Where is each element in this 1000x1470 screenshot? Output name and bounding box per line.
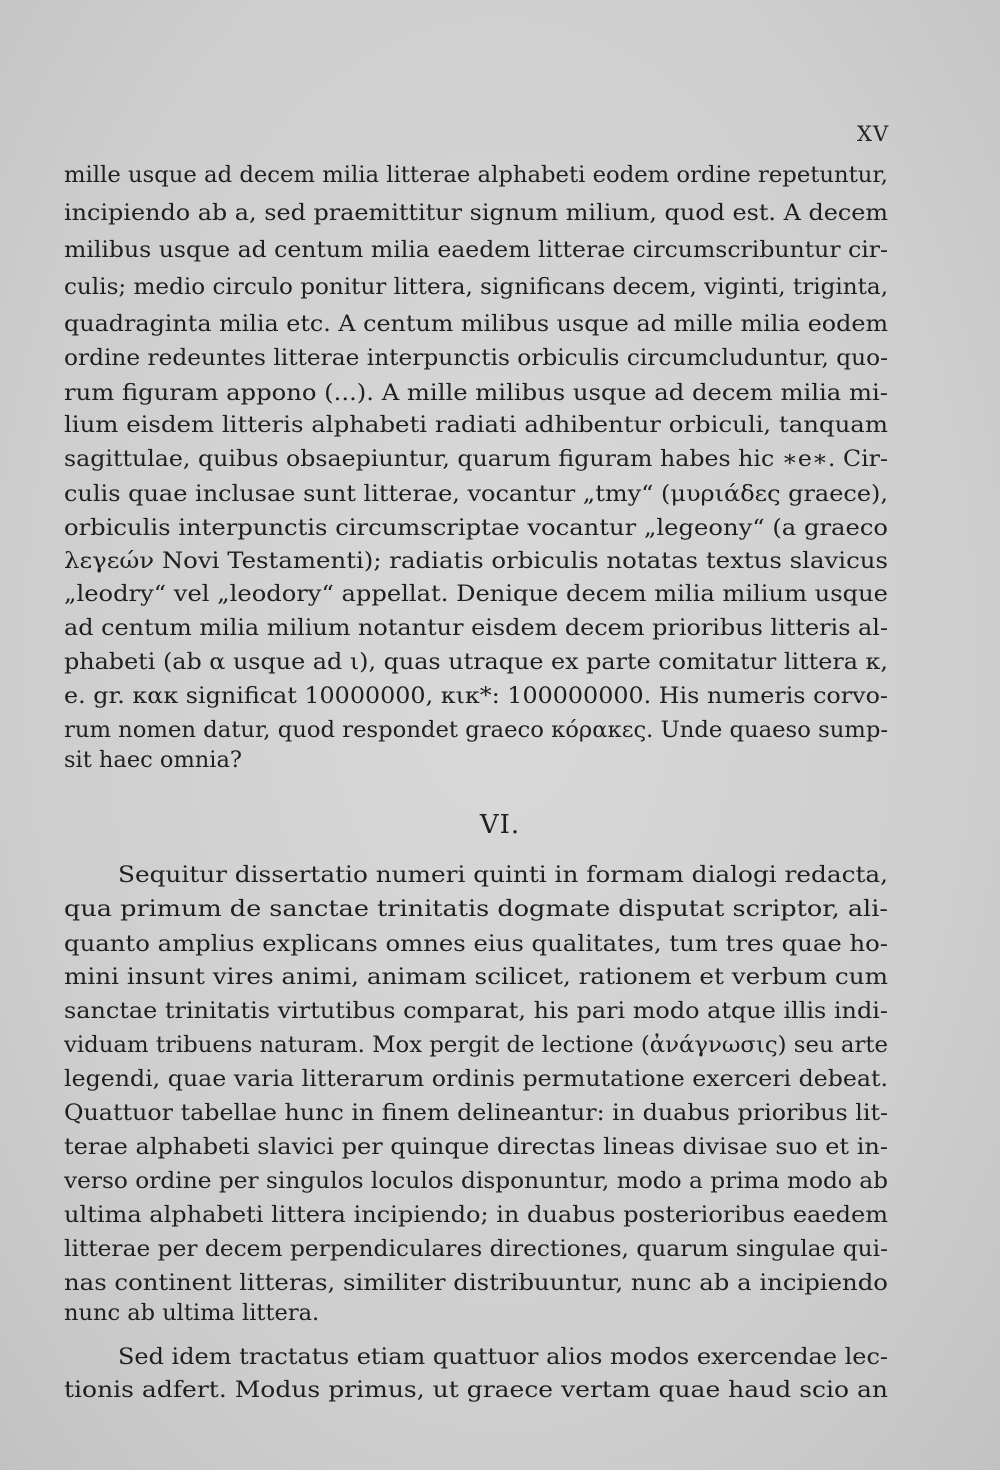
text-line (64, 613, 1000, 643)
text-line-content: viduam tribuens naturam. Mox pergit de lectione (ἀνάγνωσις) seu arte (64, 1032, 889, 1058)
text-line (64, 647, 1000, 677)
text-line-content: lium eisdem litteris alphabeti radiati adhibentur orbiculi, tanquam (64, 412, 888, 438)
text-line-content: phabeti (ab α usque ad ι), quas utraque ex parte comitatur littera κ, (64, 649, 888, 675)
text-line-content: quanto amplius explicans omnes eius qualitates, tum tres quae ho- (64, 931, 889, 957)
text-line-content: sit haec omnia? (64, 747, 242, 773)
text-line (64, 715, 1000, 745)
text-line (64, 579, 1000, 609)
text-line-content: legendi, quae varia litterarum ordinis permutatione exerceri debeat. (64, 1066, 889, 1092)
text-line (64, 962, 1000, 992)
text-line-content: incipiendo ab a, sed praemittitur signum milium, quod est. A decem (64, 200, 889, 226)
text-line-content: Sequitur dissertatio numeri quinti in formam dialogi redacta, (118, 862, 888, 888)
text-line-content: rum nomen datur, quod respondet graeco κόρακες. Unde quaeso sump- (64, 717, 889, 743)
text-line (64, 929, 1000, 959)
text-line (64, 1200, 1000, 1230)
text-line-content: culis quae inclusae sunt litterae, vocantur „tmy“ (μυριάδες graece), (64, 481, 889, 507)
text-line (64, 410, 1000, 440)
text-line (64, 681, 1000, 711)
text-line (64, 996, 1000, 1026)
text-line-content: „leodry“ vel „leodory“ appellat. Denique decem milia milium usque (64, 581, 888, 607)
text-line (64, 378, 1000, 408)
text-line (64, 1234, 1000, 1264)
text-line-content: e. gr. κακ significat 10000000, κικ*: 100000000. His numeris corvo- (64, 683, 888, 709)
text-line-content: mini insunt vires animi, animam scilicet, rationem et verbum cum (64, 964, 888, 990)
text-line (64, 1268, 1000, 1298)
text-line-content: verso ordine per singulos loculos disponuntur, modo a prima modo ab (64, 1168, 888, 1194)
text-line-content: Quattuor tabellae hunc in finem delineantur: in duabus prioribus lit- (64, 1100, 889, 1126)
text-line (64, 745, 1000, 775)
text-line (64, 479, 1000, 509)
text-line (64, 1098, 1000, 1128)
text-line-content: ad centum milia milium notantur eisdem decem prioribus litteris al- (64, 615, 889, 641)
text-line-content: ordine redeuntes litterae interpunctis orbiculis circumcluduntur, quo- (64, 345, 888, 371)
text-line-content: rum figuram appono (...). A mille milibus usque ad decem milia mi- (64, 380, 888, 406)
text-line-content: qua primum de sanctae trinitatis dogmate disputat scriptor, ali- (64, 896, 889, 922)
text-line-content: sagittulae, quibus obsaepiuntur, quarum figuram habes hic ∗e∗. Cir- (64, 446, 888, 472)
text-line (64, 513, 1000, 543)
text-line (64, 1030, 1000, 1060)
text-line-content: Sed idem tractatus etiam quattuor alios modos exercendae lec- (118, 1344, 888, 1370)
text-line (64, 272, 1000, 302)
text-line (64, 1375, 1000, 1405)
text-line (64, 160, 1000, 190)
text-line-content: sanctae trinitatis virtutibus comparat, his pari modo atque illis indi- (64, 998, 888, 1024)
text-line (64, 235, 1000, 265)
text-line (64, 894, 1000, 924)
text-line (64, 444, 1000, 474)
text-line (64, 1166, 1000, 1196)
text-line (118, 1342, 1000, 1372)
page-number: XV (857, 122, 890, 146)
text-line (118, 860, 1000, 890)
text-line (64, 343, 1000, 373)
text-line-content: orbiculis interpunctis circumscriptae vocantur „legeony“ (a graeco (64, 515, 889, 541)
text-line-content: milibus usque ad centum milia eaedem litterae circumscribuntur cir- (64, 237, 889, 263)
text-line-content: nunc ab ultima littera. (64, 1300, 320, 1326)
text-line (64, 546, 1000, 576)
text-line (64, 198, 1000, 228)
text-line-content: litterae per decem perpendiculares directiones, quarum singulae qui- (64, 1236, 888, 1262)
text-line (64, 309, 1000, 339)
text-line-content: nas continent litteras, similiter distribuuntur, nunc ab a incipiendo (64, 1270, 888, 1296)
text-line (64, 1132, 1000, 1162)
text-line-content: quadraginta milia etc. A centum milibus usque ad mille milia eodem (64, 311, 889, 337)
text-line-content: tionis adfert. Modus primus, ut graece vertam quae haud scio an (64, 1377, 888, 1403)
text-line-content: ultima alphabeti littera incipiendo; in duabus posterioribus eaedem (64, 1202, 889, 1228)
text-line (64, 1064, 1000, 1094)
text-line (64, 1298, 1000, 1328)
text-line-content: λεγεών Novi Testamenti); radiatis orbiculis notatas textus slavicus (64, 548, 888, 574)
text-line-content: mille usque ad decem milia litterae alphabeti eodem ordine repetuntur, (64, 162, 888, 188)
text-line-content: terae alphabeti slavici per quinque directas lineas divisae suo et in- (64, 1134, 888, 1160)
section-heading: VI. (479, 810, 521, 840)
text-line-content: culis; medio circulo ponitur littera, significans decem, viginti, triginta, (64, 274, 889, 300)
